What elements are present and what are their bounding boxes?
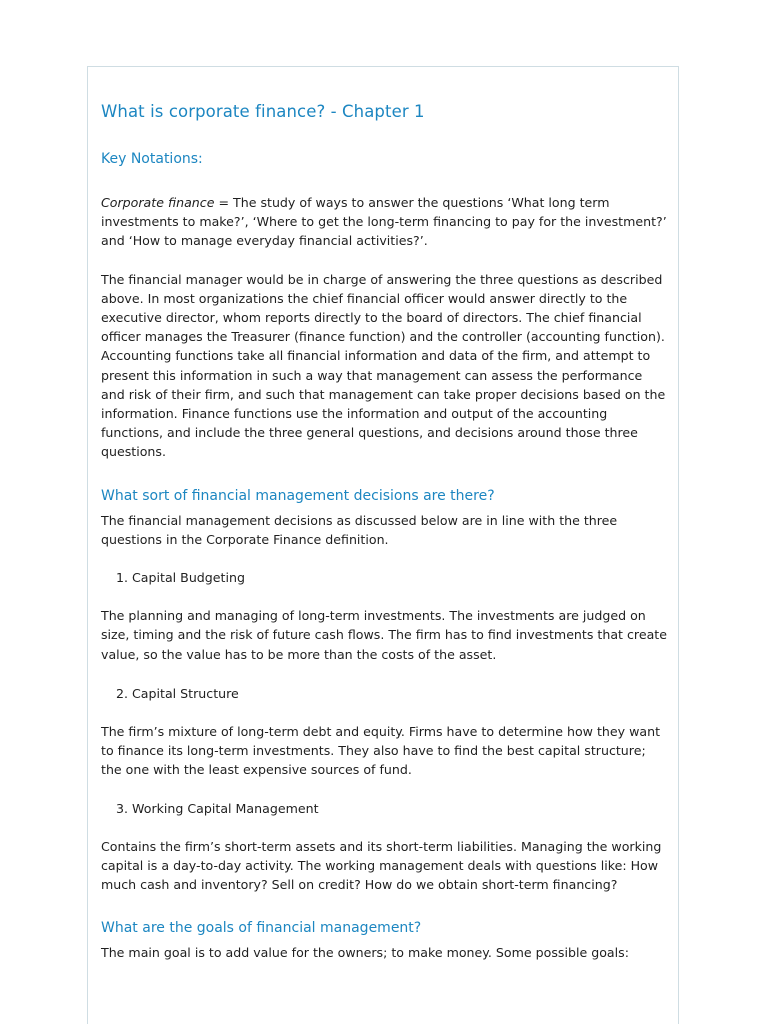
goals-heading: What are the goals of financial management? — [101, 920, 422, 937]
list-item-working-capital: 3. Working Capital Management — [116, 800, 319, 816]
goals-paragraph: The main goal is to add value for the owners; to make money. Some possible goals: — [101, 945, 629, 961]
working-capital-paragraph: Contains the firm’s short-term assets and its short-term liabilities. Managing the working capital is a day-to-day activity. The working management deals with questions like: How much cash and inventory? Sell on credit? How do we obtain short-term financing? — [101, 838, 662, 893]
decisions-heading: What sort of financial management decisions are there? — [101, 487, 495, 504]
list-item-capital-structure: 2. Capital Structure — [116, 685, 239, 701]
financial-manager-paragraph: The financial manager would be in charge of answering the three questions as described above. In most organizations the chief financial officer would answer directly to the executive director, whom reports directly to the board of directors. The chief financial officer manages the Treasurer (finance function) and the controller (accounting function). Accounting functions take all financial information and data of the firm, and attempt to present this information in such a way that management can assess the performance and risk of their firm, and such that management can take proper decisions based on the information. Finance functions use the information and output of the accounting functions, and include the three general questions, and decisions around those three questions. — [101, 271, 666, 460]
definition-text: The study of ways to answer the questions ‘What long term investments to make?’, ‘Where to get the long-term financing to pay for the investment?’ and ‘How to manage everyday financial activities?’. — [101, 195, 667, 249]
capital-structure-paragraph: The firm’s mixture of long-term debt and equity. Firms have to determine how they want to finance its long-term investments. They also have to find the best capital structure; the one with the least expensive sources of fund. — [101, 724, 661, 778]
list-item-capital-budgeting: 1. Capital Budgeting — [116, 570, 245, 586]
page-title: What is corporate finance? - Chapter 1 — [101, 102, 425, 121]
key-notations-heading: Key Notations: — [101, 151, 203, 167]
definition-paragraph — [101, 193, 669, 251]
decisions-intro-paragraph: The financial management decisions as discussed below are in line with the three questions in the Corporate Finance definition. — [101, 512, 618, 547]
capital-budgeting-paragraph: The planning and managing of long-term investments. The investments are judged on size, timing and the risk of future cash flows. The firm has to find investments that create value, so the value has to be more than the costs of the asset. — [101, 608, 667, 662]
definition-term: Corporate finance — [101, 195, 215, 210]
document-content — [101, 101, 669, 963]
document-page — [87, 66, 679, 1024]
definition-equals: = — [214, 195, 234, 210]
